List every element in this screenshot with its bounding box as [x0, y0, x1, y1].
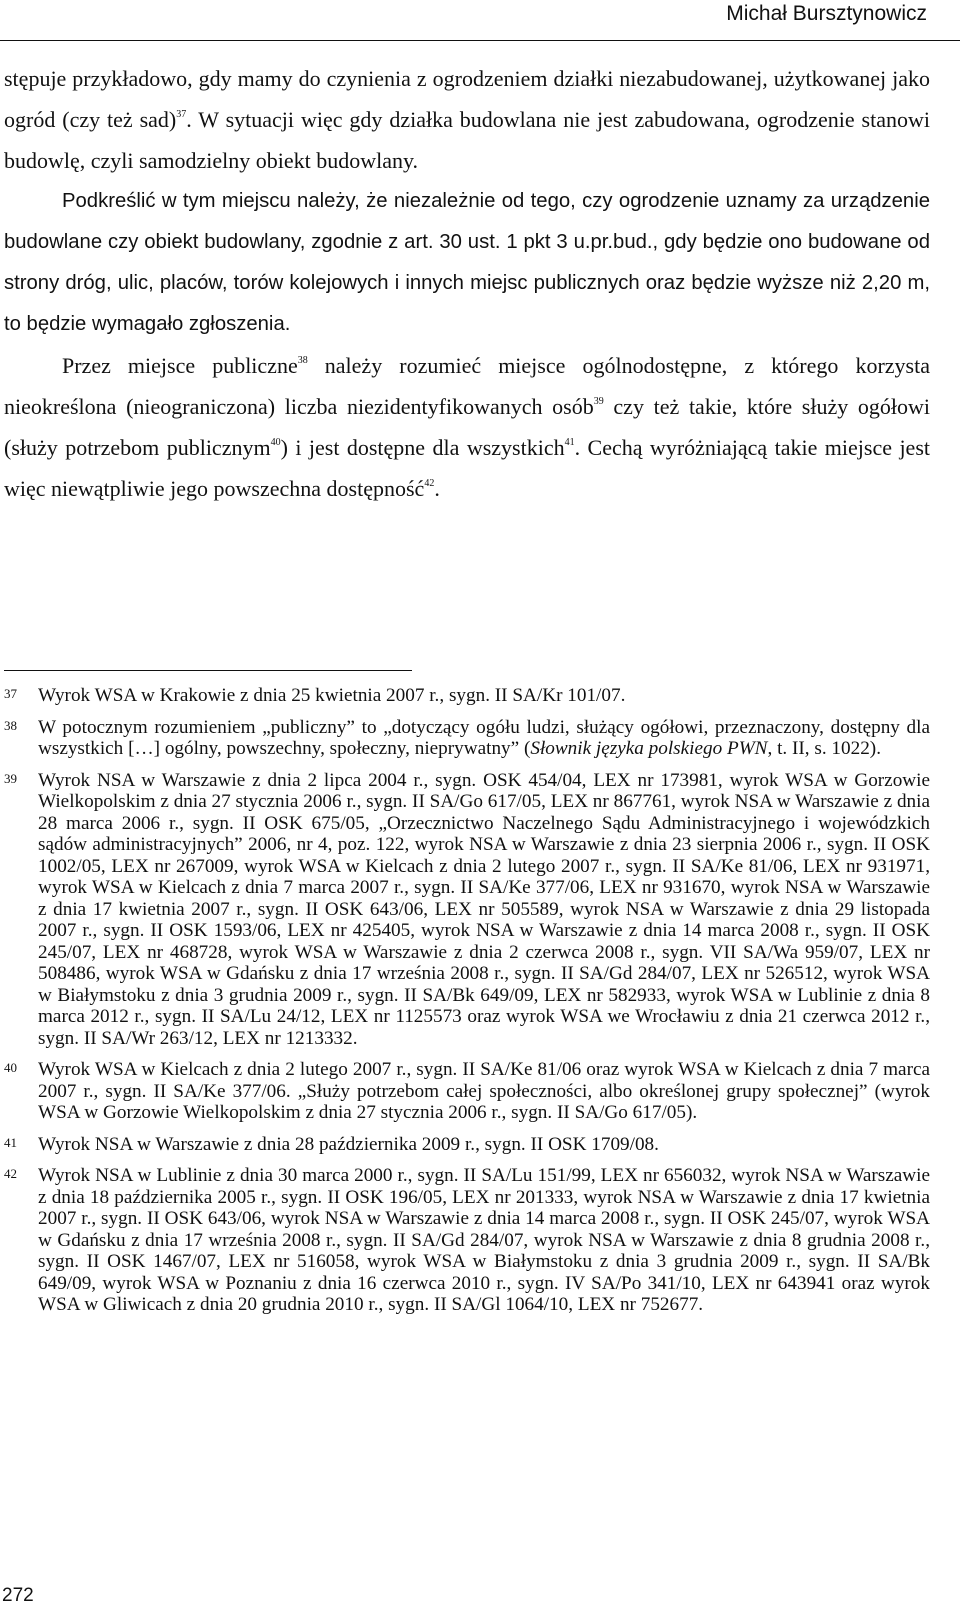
footnote-number: 41 — [4, 1134, 17, 1150]
paragraph-3-text-f: . — [434, 476, 440, 501]
footnote-number: 38 — [4, 717, 17, 733]
footnote-ref-42: 42 — [424, 478, 435, 489]
paragraph-3-text-b: należy rozumieć miejsce ogólnodostępne, z którego korzysta nieokreślona (nieograniczona) liczba niezidentyfikowanych osób — [4, 353, 930, 419]
footnote-italic-title: Słownik języka polskiego PWN — [530, 738, 768, 759]
footnote-number: 40 — [4, 1060, 17, 1075]
footnote-ref-39: 39 — [593, 396, 604, 407]
header-rule — [0, 40, 960, 41]
footnote-text: Wyrok NSA w Lublinie z dnia 30 marca 2000 r., sygn. II SA/Lu 151/99, LEX nr 656032, wyrok NSA w Warszawie z dnia 18 października 2005 r., sygn. II OSK 196/05, LEX nr 201333, wyrok NSA w Warszawie z dnia 17 kwietnia 2007 r., sygn. II OSK 643/06, wyrok NSA w Warszawie z dnia 14 marca 2008 r., sygn. II OSK 245/07, wyrok WSA w Gdańsku z dnia 17 września 2008 r., sygn. II SA/Gd 284/07, wyrok NSA w Warszawie z dnia 8 grudnia 2008 r., sygn. II OSK 1467/07, LEX nr 516058, wyrok WSA w Białymstoku z dnia 3 grudnia 2009 r., sygn. II SA/Bk 649/09, wyrok WSA w Poznaniu z dnia 16 czerwca 2010 r., sygn. IV SA/Po 341/10, LEX nr 643941 oraz wyrok WSA w Gliwicach z dnia 20 grudnia 2010 r., sygn. II SA/Gl 1064/10, LEX nr 752677. — [38, 1165, 930, 1315]
footnote-text-a: W potocznym rozumieniem „publiczny” to „dotyczący ogółu ludzi, służący ogółowi, przeznaczony, dostępny dla wszystkich […] ogólny, powszechny, społeczny, nieprywatny” ( — [38, 716, 930, 759]
footnote-text-b: , t. II, s. 1022). — [767, 738, 881, 759]
footnote-39 — [4, 770, 930, 1050]
footnote-37 — [4, 685, 930, 707]
footnotes — [4, 685, 930, 1326]
paragraph-1-text-cont: . W sytuacji więc gdy działka budowlana nie jest zabudowana, ogrodzenie stanowi budowlę, czyli samodzielny obiekt budowlany. — [4, 107, 930, 173]
page-number: 272 — [2, 1585, 34, 1606]
main-text — [4, 58, 930, 509]
footnote-text: Wyrok NSA w Warszawie z dnia 2 lipca 2004 r., sygn. OSK 454/04, LEX nr 173981, wyrok WSA w Gorzowie Wielkopolskim z dnia 27 stycznia 2006 r., sygn. II SA/Go 617/05, LEX nr 867761, wyrok NSA w Warszawie z dnia 28 marca 2006 r., sygn. II OSK 675/05, „Orzecznictwo Naczelnego Sądu Administracyjnego i wojewódzkich sądów administracyjnych” 2006, nr 4, poz. 122, wyrok NSA w Warszawie z dnia 23 sierpnia 2006 r., sygn. II OSK 1002/05, LEX nr 267009, wyrok WSA w Kielcach z dnia 2 lutego 2007 r., sygn. II SA/Ke 81/06, LEX nr 931971, wyrok WSA w Kielcach z dnia 7 marca 2007 r., sygn. II SA/Ke 377/06, LEX nr 931670, wyrok NSA w Warszawie z dnia 17 kwietnia 2007 r., sygn. II OSK 643/06, LEX nr 505589, wyrok NSA w Warszawie z dnia 29 listopada 2007 r., sygn. II OSK 1593/06, LEX nr 425405, wyrok NSA w Warszawie z dnia 14 marca 2008 r., sygn. II OSK 245/07, LEX nr 468728, wyrok WSA w Warszawie z dnia 2 czerwca 2008 r., sygn. VII SA/Wa 959/07, LEX nr 508486, wyrok WSA w Gdańsku z dnia 17 września 2008 r., sygn. II SA/Gd 284/07, LEX nr 526512, wyrok WSA w Białymstoku z dnia 3 grudnia 2009 r., sygn. II SA/Bk 649/09, LEX nr 582933, wyrok WSA w Lublinie z dnia 8 marca 2012 r., sygn. II SA/Lu 24/12, LEX nr 1125573 oraz wyrok WSA we Wrocławiu z dnia 21 czerwca 2012 r., sygn. II SA/Wr 263/12, LEX nr 1213332. — [38, 769, 930, 1049]
footnote-38 — [4, 717, 930, 760]
running-header-author: Michał Bursztynowicz — [726, 2, 927, 25]
footnote-text — [38, 717, 930, 760]
paragraph-3-text-d: ) i jest dostępne dla wszystkich — [280, 435, 565, 460]
paragraph-1-text: stępuje przykładowo, gdy mamy do czynienia z ogrodzeniem działki niezabudowanej, użytkowanej jako ogród (czy też sad) — [4, 66, 930, 132]
footnote-40 — [4, 1059, 930, 1124]
paragraph-3-text-c: czy też takie, które służy ogółowi (służy potrzebom publicznym — [4, 394, 931, 460]
footnote-number: 42 — [4, 1166, 17, 1181]
footnote-41 — [4, 1134, 930, 1156]
paragraph-3 — [4, 345, 930, 509]
footnote-ref-38: 38 — [297, 355, 308, 366]
paragraph-2: Podkreślić w tym miejscu należy, że niezależnie od tego, czy ogrodzenie uznamy za urządzenie budowlane czy obiekt budowlany, zgodnie z art. 30 ust. 1 pkt 3 u.pr.bud., gdy będzie ono budowane od strony dróg, ulic, placów, torów kolejowych i innych miejsc publicznych oraz będzie wyższe niż 2,20 m, to będzie wymagało zgłoszenia. — [4, 190, 930, 335]
footnote-ref-40: 40 — [270, 437, 281, 448]
footnote-42 — [4, 1165, 930, 1316]
footnote-number: 39 — [4, 770, 17, 786]
footnote-text: Wyrok NSA w Warszawie z dnia 28 października 2009 r., sygn. II OSK 1709/08. — [38, 1133, 659, 1155]
footnote-text: Wyrok WSA w Krakowie z dnia 25 kwietnia 2007 r., sygn. II SA/Kr 101/07. — [38, 685, 626, 706]
paragraph-3-text-a: Przez miejsce publiczne — [62, 353, 298, 378]
paragraph-3-text-e: . Cechą wyróżniającą takie miejsce jest więc niewątpliwie jego powszechna dostępność — [4, 435, 930, 501]
footnote-ref-41: 41 — [564, 437, 575, 448]
paragraph-1 — [4, 58, 930, 181]
footnote-ref-37: 37 — [176, 109, 187, 120]
footnote-number: 37 — [4, 686, 17, 701]
footnote-text: Wyrok WSA w Kielcach z dnia 2 lutego 2007 r., sygn. II SA/Ke 81/06 oraz wyrok WSA w Kielcach z dnia 7 marca 2007 r., sygn. II SA/Ke 377/06. „Służy potrzebom całej społeczności, albo określonej grupy społecznej” (wyrok WSA w Gorzowie Wielkopolskim z dnia 27 stycznia 2006 r., sygn. II SA/Go 617/05). — [38, 1059, 930, 1123]
footnote-separator — [4, 670, 412, 671]
